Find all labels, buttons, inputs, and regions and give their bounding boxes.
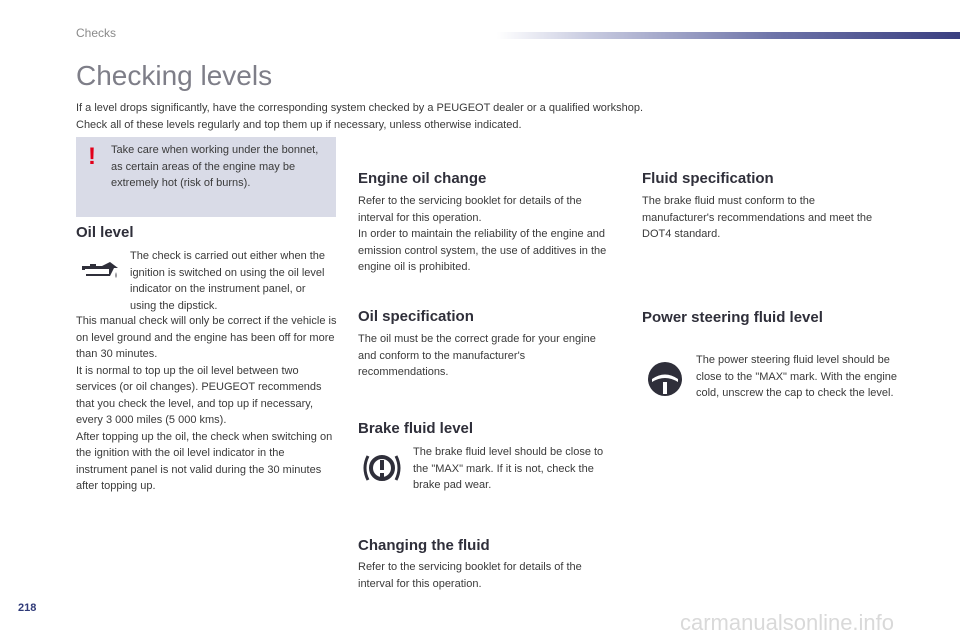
steering-wheel-icon — [644, 358, 686, 400]
engine-oil-change-body — [358, 193, 616, 276]
oil-level-heading: Oil level — [76, 224, 134, 241]
oil-level-intro: The check is carried out either when the ignition is switched on using the oil level indicator on the instrument panel, or using the dipstick. — [130, 250, 326, 312]
page-title: Checking levels — [76, 60, 273, 91]
header-gradient-bar — [497, 32, 960, 39]
oil-level-p1: This manual check will only be correct if the vehicle is on level ground and the engine has been off for more than 30 minutes. — [76, 315, 337, 360]
warning-box — [76, 137, 336, 217]
oil-level-p2: It is normal to top up the oil level between two services (or oil changes). PEUGEOT recommends that you check the level, and top up if necessary, every 3 000 miles (5 000 kms). — [76, 364, 322, 426]
fluid-specification-heading: Fluid specification — [642, 170, 774, 187]
changing-fluid-body: Refer to the servicing booklet for details of the interval for this operation. — [358, 561, 582, 590]
page-number: 218 — [18, 602, 37, 614]
brake-fluid-level-heading: Brake fluid level — [358, 420, 474, 437]
intro-line-1: If a level drops significantly, have the corresponding system checked by a PEUGEOT dealer or a qualified workshop. — [76, 102, 643, 114]
exclamation-icon: ! — [88, 143, 96, 170]
oil-level-p3: After topping up the oil, the check when switching on the ignition with the oil level indicator in the instrument panel is not valid during the 30 minutes after topping up. — [76, 430, 333, 492]
oil-level-body — [76, 313, 338, 495]
power-steering-body: The power steering fluid level should be close to the "MAX" mark. With the engine cold, unscrew the cap to check the level. — [696, 354, 898, 399]
oil-specification-body: The oil must be the correct grade for your engine and conform to the manufacturer's recommendations. — [358, 333, 596, 378]
engine-oil-change-p2: In order to maintain the reliability of the engine and emission control system, the use of additives in the engine oil is prohibited. — [358, 228, 607, 273]
brake-fluid-level-body: The brake fluid level should be close to the "MAX" mark. If it is not, check the brake pad wear. — [413, 446, 604, 491]
watermark: carmanualsonline.info — [680, 610, 895, 635]
oil-can-icon — [80, 258, 120, 282]
section-label: Checks — [76, 26, 117, 40]
engine-oil-change-heading: Engine oil change — [358, 170, 487, 187]
oil-specification-heading: Oil specification — [358, 308, 474, 325]
brake-warning-icon — [362, 450, 402, 486]
intro-text — [76, 100, 776, 134]
intro-line-2: Check all of these levels regularly and top them up if necessary, unless otherwise indicated. — [76, 119, 522, 131]
changing-fluid-heading: Changing the fluid — [358, 537, 490, 554]
power-steering-heading: Power steering fluid level — [642, 309, 823, 326]
fluid-specification-body: The brake fluid must conform to the manufacturer's recommendations and meet the DOT4 standard. — [642, 195, 873, 240]
warning-text: Take care when working under the bonnet, as certain areas of the engine may be extremely hot (risk of burns). — [111, 144, 319, 189]
engine-oil-change-p1: Refer to the servicing booklet for details of the interval for this operation. — [358, 195, 582, 224]
